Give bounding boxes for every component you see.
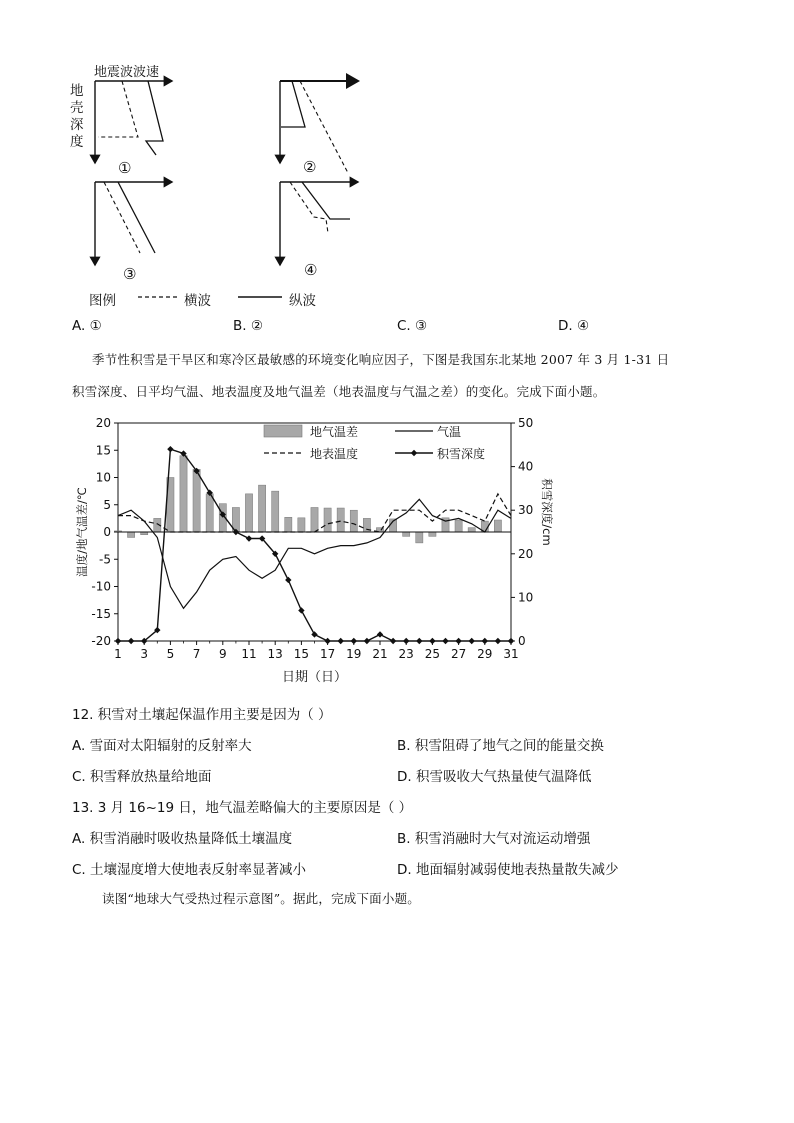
panel-label-2: ② bbox=[303, 158, 317, 176]
y-axis-label: 温度/地气温差/℃ bbox=[75, 487, 89, 577]
legend-swatch-bar bbox=[264, 425, 302, 437]
bar-day-14 bbox=[285, 517, 292, 532]
q12-option-c[interactable]: C. 积雪释放热量给地面 bbox=[72, 769, 212, 785]
y2-tick-label-40: 40 bbox=[518, 459, 534, 474]
x-tick-label-11: 11 bbox=[241, 647, 257, 661]
q12-option-d[interactable]: D. 积雪吸收大气热量使气温降低 bbox=[397, 769, 592, 785]
x-tick-label-1: 1 bbox=[114, 647, 122, 661]
x-tick-label-7: 7 bbox=[192, 647, 201, 661]
snow-temperature-chart bbox=[70, 410, 554, 690]
legend-label-surface-temp: 地表温度 bbox=[310, 447, 359, 461]
panel-label-4: ④ bbox=[304, 261, 318, 279]
bar-day-30 bbox=[494, 520, 501, 532]
y-tick-label--10: -10 bbox=[91, 579, 111, 594]
x-axis-label: 日期（日） bbox=[281, 670, 348, 685]
legend-label-ground-air-diff: 地气温差 bbox=[310, 425, 359, 439]
q11-options bbox=[72, 318, 752, 338]
series-积雪深度 bbox=[118, 449, 511, 641]
y-tick-label-10: 10 bbox=[95, 470, 111, 485]
y2-tick-label-20: 20 bbox=[518, 546, 534, 561]
snow-marker-day-5 bbox=[167, 446, 173, 452]
bar-day-19 bbox=[350, 510, 357, 532]
x-tick-label-17: 17 bbox=[319, 647, 336, 661]
option-c[interactable]: C. ③ bbox=[397, 318, 428, 334]
axis-label-velocity: 地震波波速 bbox=[94, 65, 160, 80]
x-tick-label-29: 29 bbox=[477, 647, 493, 661]
x-tick-label-15: 15 bbox=[293, 647, 310, 661]
x-tick-label-19: 19 bbox=[346, 647, 362, 661]
legend-label-air-temp: 气温 bbox=[437, 425, 462, 439]
y-tick-label-5: 5 bbox=[103, 497, 111, 512]
bar-day-18 bbox=[337, 508, 344, 532]
y2-tick-label-10: 10 bbox=[518, 590, 534, 605]
legend-label-p-wave: 纵波 bbox=[289, 293, 316, 309]
snow-marker-day-15 bbox=[298, 607, 304, 613]
option-b[interactable]: B. ② bbox=[233, 318, 263, 334]
q13-stem: 13. 3 月 16~19 日，地气温差略偏大的主要原因是（ ） bbox=[72, 800, 413, 816]
snow-marker-day-21 bbox=[377, 631, 383, 637]
x-tick-label-23: 23 bbox=[398, 647, 414, 661]
y2-tick-label-50: 50 bbox=[518, 416, 534, 430]
legend-marker-snow-depth bbox=[411, 450, 417, 456]
axis-label-depth: 地 壳 深 度 bbox=[70, 83, 84, 150]
y2-axis-label: 积雪深度/cm bbox=[540, 478, 554, 546]
y-tick-label-0: 0 bbox=[103, 525, 111, 539]
seismic-wave-figure bbox=[60, 55, 380, 310]
closing-paragraph: 读图“地球大气受热过程示意图”。据此，完成下面小题。 bbox=[102, 891, 420, 906]
legend-title: 图例 bbox=[89, 293, 116, 309]
seismic-wave-diagram bbox=[60, 55, 380, 310]
bar-day-13 bbox=[272, 491, 279, 532]
snow-marker-day-14 bbox=[285, 577, 291, 583]
bar-day-12 bbox=[258, 485, 265, 532]
bar-day-16 bbox=[311, 507, 318, 532]
bar-day-6 bbox=[180, 456, 187, 532]
y2-tick-label-0: 0 bbox=[518, 634, 526, 648]
q13-option-a[interactable]: A. 积雪消融时吸收热量降低土壤温度 bbox=[72, 831, 293, 847]
x-tick-label-21: 21 bbox=[372, 647, 388, 661]
intro-paragraph-line-2: 积雪深度、日平均气温、地表温度及地气温差（地表温度与气温之差）的变化。完成下面小题。 bbox=[72, 384, 606, 399]
y-tick-label-15: 15 bbox=[95, 443, 111, 458]
bar-day-17 bbox=[324, 508, 331, 532]
panel-1 bbox=[95, 81, 172, 163]
bar-day-7 bbox=[193, 469, 200, 532]
legend-label-snow-depth: 积雪深度 bbox=[437, 447, 486, 461]
option-a[interactable]: A. ① bbox=[72, 318, 102, 334]
q13-option-b[interactable]: B. 积雪消融时大气对流运动增强 bbox=[397, 831, 591, 847]
q13-option-d[interactable]: D. 地面辐射减弱使地表热量散失减少 bbox=[397, 862, 619, 878]
option-d[interactable]: D. ④ bbox=[558, 318, 590, 334]
bar-day-11 bbox=[245, 494, 252, 532]
bar-day-23 bbox=[403, 532, 410, 536]
bar-day-15 bbox=[298, 518, 305, 532]
bar-day-25 bbox=[429, 532, 436, 536]
x-tick-label-27: 27 bbox=[450, 647, 467, 661]
x-tick-label-31: 31 bbox=[503, 647, 519, 661]
bar-day-2 bbox=[127, 532, 134, 537]
y-tick-label--5: -5 bbox=[99, 552, 111, 567]
panel-label-3: ③ bbox=[123, 265, 137, 283]
bar-day-28 bbox=[468, 528, 475, 532]
q12-stem: 12. 积雪对土壤起保温作用主要是因为（ ） bbox=[72, 707, 332, 723]
bar-day-27 bbox=[455, 520, 462, 532]
x-tick-label-3: 3 bbox=[140, 647, 149, 661]
panel-4 bbox=[280, 182, 358, 265]
y-tick-label--15: -15 bbox=[91, 606, 111, 621]
x-tick-label-25: 25 bbox=[424, 647, 441, 661]
bar-day-24 bbox=[416, 532, 423, 543]
q12-option-a[interactable]: A. 雪面对太阳辐射的反射率大 bbox=[72, 738, 252, 754]
x-tick-label-13: 13 bbox=[267, 647, 283, 661]
panel-label-1: ① bbox=[118, 159, 132, 177]
snow-marker-day-16 bbox=[311, 631, 317, 637]
panel-2 bbox=[280, 81, 358, 173]
bar-day-8 bbox=[206, 494, 213, 532]
snow-marker-day-11 bbox=[246, 535, 252, 541]
y-tick-label--20: -20 bbox=[91, 634, 111, 648]
x-tick-label-5: 5 bbox=[166, 647, 175, 661]
y-tick-label-20: 20 bbox=[95, 416, 111, 430]
legend-label-s-wave: 横波 bbox=[184, 293, 211, 309]
x-tick-label-9: 9 bbox=[218, 647, 227, 661]
q12-option-b[interactable]: B. 积雪阻碍了地气之间的能量交换 bbox=[397, 738, 604, 754]
q13-option-c[interactable]: C. 土壤湿度增大使地表反射率显著减小 bbox=[72, 862, 307, 878]
panel-3 bbox=[95, 182, 172, 265]
intro-paragraph-line-1: 季节性积雪是干旱区和寒冷区最敏感的环境变化响应因子，下图是我国东北某地 2007 年 3 月 1-31 日 bbox=[92, 352, 670, 367]
y2-tick-label-30: 30 bbox=[518, 503, 534, 518]
